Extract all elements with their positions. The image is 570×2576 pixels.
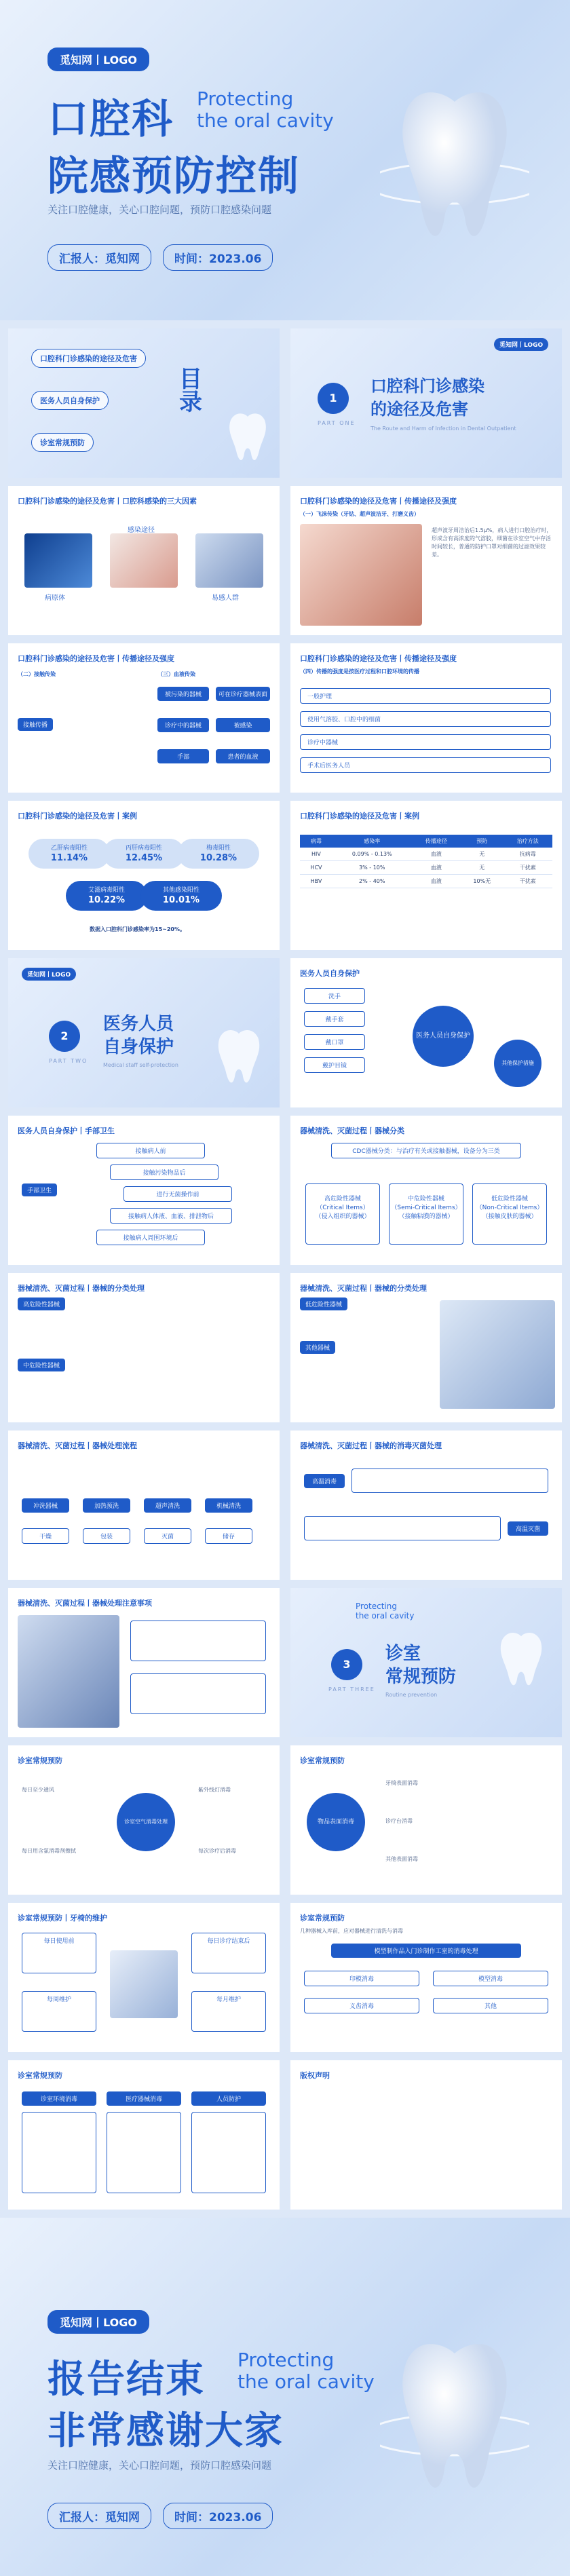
surface-center: 物品表面消毒: [307, 1793, 365, 1851]
stat-label: 乙肝病毒阳性: [50, 845, 88, 852]
slide-stats: [8, 801, 280, 950]
chair-item-2: 每日诊疗结束后: [191, 1933, 266, 1973]
part1-subtitle: The Route and Harm of Infection in Dental Outpatient: [370, 425, 516, 432]
cell: 血液: [412, 861, 461, 875]
stat-value: 12.45%: [125, 853, 163, 863]
droplet-sub: （一）飞沫传染（牙钻、超声波洁牙、打磨义齿）: [300, 511, 419, 517]
part1-title-1: 口腔科门诊感染: [370, 377, 484, 396]
ending-title-line1: 报告结束: [48, 2357, 205, 2402]
stat-label: 艾滋病毒阳性: [88, 887, 125, 894]
slide-head: 器械清洗、灭菌过程丨器械的分类处理: [300, 1284, 427, 1293]
routine-col-body-3: [191, 2112, 266, 2193]
slide-head: 医务人员自身保护丨手部卫生: [18, 1126, 115, 1135]
intensity-item-3: 诊疗中器械: [300, 734, 551, 750]
part2-title: [103, 1012, 174, 1059]
part1-label: PART ONE: [318, 420, 356, 426]
cell: HCV: [300, 861, 332, 875]
tooth-icon: [494, 1629, 548, 1690]
stat-value: 10.01%: [162, 895, 200, 905]
cell: HIV: [300, 848, 332, 861]
notes-box-2: [130, 1673, 266, 1714]
sterilize-text-1: [352, 1469, 548, 1493]
germ-photo: [24, 533, 92, 588]
class-en: （Critical Items）: [316, 1205, 369, 1211]
tooth-icon: [224, 410, 271, 464]
tooth-icon: [380, 2333, 529, 2509]
stat-4: [66, 881, 147, 911]
protect-item-2: 戴手套: [304, 1011, 365, 1027]
class-en: （Non-Critical Items）: [476, 1205, 544, 1211]
slide-head: 版权声明: [300, 2071, 330, 2080]
process-tab-2: 中危险性器械: [18, 1359, 65, 1371]
slide-notes: [8, 1588, 280, 1737]
chair-photo: [110, 1950, 178, 2018]
toc-item-3[interactable]: 诊室常规预防: [31, 433, 94, 452]
hospital-photo: [195, 533, 263, 588]
part2-label: PART TWO: [49, 1058, 88, 1064]
stat-5: [140, 881, 222, 911]
slide-head: 诊室常规预防: [18, 1756, 62, 1765]
hygiene-item-2: 接触污染物品后: [110, 1164, 218, 1180]
cover-en-line2: the oral cavity: [197, 109, 334, 132]
hygiene-item-5: 接触病人周围环境后: [96, 1230, 205, 1245]
col-header: 预防: [461, 835, 503, 848]
chair-item-3: 每周维护: [22, 1991, 96, 2032]
intensity-item-4: 手术后医务人员: [300, 757, 551, 773]
class-desc: （侵入组织的器械）: [315, 1213, 370, 1220]
slide-head: 诊室常规预防丨牙椅的维护: [18, 1914, 107, 1922]
part2-number: 2: [49, 1021, 80, 1052]
flow-step: 灭菌: [144, 1528, 191, 1544]
slide-head: 诊室常规预防: [18, 2071, 62, 2080]
class-desc: （接触粘膜的器械）: [398, 1213, 454, 1220]
slide-head: 器械清洗、灭菌过程丨器械处理注意事项: [18, 1599, 152, 1608]
contact-sub: （二）接触传染: [18, 671, 56, 677]
col-header: 传播途径: [412, 835, 461, 848]
table-row: [300, 848, 552, 861]
model-box-1: 印模消毒: [304, 1971, 419, 1986]
cell: 干扰素: [503, 861, 552, 875]
part3-slide: [290, 1588, 562, 1737]
part1-number: 1: [318, 383, 349, 414]
part1-logo: 觅知网丨LOGO: [494, 338, 548, 351]
flow-box-3: 诊疗中的器械: [157, 718, 209, 732]
slide-sterilize: [290, 1431, 562, 1580]
slide-virus-table: [290, 801, 562, 950]
cell: HBV: [300, 875, 332, 888]
stat-label: 其他感染阳性: [162, 887, 200, 894]
slide-head: 口腔科门诊感染的途径及危害丨传播途径及强度: [300, 497, 457, 506]
air-item-1: 每日至少通风: [22, 1787, 54, 1793]
slide-head: 口腔科门诊感染的途径及危害丨传播途径及强度: [18, 654, 174, 663]
chair-item-1: 每日使用前: [22, 1933, 96, 1973]
part3-number: 3: [331, 1649, 362, 1680]
slide-instrument-class: [290, 1116, 562, 1265]
slide-process-flow: [8, 1431, 280, 1580]
routine-col-3: 人员防护: [191, 2091, 266, 2106]
stat-value: 10.22%: [88, 895, 126, 905]
part2-logo: 觅知网丨LOGO: [22, 968, 76, 981]
slide-head: 诊室常规预防: [300, 1914, 345, 1922]
virus-table: [300, 835, 552, 888]
flow-box-6: 患者的血液: [216, 749, 270, 763]
model-box-4: 其他: [433, 1998, 548, 2013]
intensity-item-2: 使用气溶胶、口腔中的细菌: [300, 711, 551, 727]
cell: 无: [461, 861, 503, 875]
air-item-2: 紫外线灯消毒: [198, 1787, 231, 1793]
flow-step: 超声清洗: [144, 1498, 191, 1513]
slide-head: 口腔科门诊感染的途径及危害丨口腔科感染的三大因素: [18, 497, 197, 506]
flow-step: 包装: [83, 1528, 130, 1544]
model-sub: 几种器械入库前，应对器械进行清洗与消毒: [300, 1928, 403, 1934]
table-row: [300, 875, 552, 888]
cell: 10%无: [461, 875, 503, 888]
class-en: （Semi-Critical Items）: [391, 1205, 461, 1211]
flow-step: 干燥: [22, 1528, 69, 1544]
class-title: 中危险性器械: [407, 1196, 444, 1202]
air-item-4: 每次诊疗后消毒: [198, 1848, 236, 1854]
factor-label-2: 感染途径: [128, 527, 155, 534]
slide-head: 器械清洗、灭菌过程丨器械分类: [300, 1126, 404, 1135]
model-center: 模型制作品入门诊制作工室的消毒处理: [331, 1944, 521, 1958]
cell: 血液: [412, 875, 461, 888]
flow-step: 储存: [205, 1528, 252, 1544]
slide-head: 器械清洗、灭菌过程丨器械的分类处理: [18, 1284, 145, 1293]
protect-side: 其他保护措施: [494, 1040, 542, 1087]
slide-intensity: [290, 643, 562, 793]
cover-logo: 觅知网丨LOGO: [48, 48, 149, 71]
stat-3: [178, 839, 259, 869]
slide-surface: [290, 1745, 562, 1895]
cell: 抗病毒: [503, 848, 552, 861]
process-tab-4: 其他器械: [300, 1341, 335, 1354]
col-header: 病毒: [300, 835, 332, 848]
surface-item-3: 其他表面消毒: [385, 1856, 418, 1862]
part3-en: [356, 1602, 414, 1621]
hygiene-center: 手部卫生: [22, 1183, 57, 1196]
cell: 血液: [412, 848, 461, 861]
cover-slide: [0, 0, 570, 320]
part3-label: PART THREE: [328, 1686, 375, 1692]
protect-item-1: 洗手: [304, 988, 365, 1004]
ending-en-line1: Protecting: [238, 2349, 335, 2371]
air-center: 诊室空气消毒处理: [117, 1793, 175, 1851]
flow-box-4: 被感染: [216, 718, 270, 732]
slide-head: 口腔科门诊感染的途径及危害丨案例: [300, 812, 419, 820]
routine-col-2: 医疗器械消毒: [107, 2091, 181, 2106]
slide-infection-factors: [8, 486, 280, 635]
class-title: 高危险性器械: [324, 1196, 361, 1202]
ending-time: 时间：2023.06: [163, 2503, 273, 2529]
contact-tab: 接触传播: [18, 718, 53, 731]
slide-model: [290, 1903, 562, 2052]
protect-center: 医务人员自身保护: [413, 1006, 474, 1067]
flow-box-1: 被污染的器械: [157, 687, 209, 701]
ending-logo: 觅知网丨LOGO: [48, 2310, 149, 2334]
table-row: [300, 861, 552, 875]
slide-droplet: [290, 486, 562, 635]
instrument-photo: [440, 1300, 555, 1409]
model-box-3: 义齿消毒: [304, 1998, 419, 2013]
part3-en-1: Protecting: [356, 1602, 397, 1611]
flow-box-5: 手部: [157, 749, 209, 763]
stat-label: 梅毒阳性: [206, 845, 231, 852]
toc-title-1: 目: [179, 366, 202, 393]
cell: 无: [461, 848, 503, 861]
cell: 2% - 40%: [332, 875, 412, 888]
ending-en-line2: the oral cavity: [238, 2370, 375, 2393]
sterilize-text-2: [304, 1516, 501, 1540]
stat-value: 11.14%: [50, 853, 88, 863]
slide-head: 器械清洗、灭菌过程丨器械的消毒灭菌处理: [300, 1441, 442, 1450]
cover-en-title: [197, 88, 334, 132]
cover-title-line1: 口腔科: [48, 96, 174, 143]
stat-label: 丙肝病毒阳性: [125, 845, 162, 852]
col-header: 感染率: [332, 835, 412, 848]
part3-title: [385, 1642, 456, 1688]
ending-en-title: [238, 2349, 375, 2393]
part1-slide: [290, 328, 562, 478]
class-card-2: [389, 1183, 463, 1245]
toc-title-2: 录: [179, 389, 202, 416]
class-card-1: [305, 1183, 380, 1245]
sterilize-btn-2: 高温灭菌: [508, 1521, 548, 1536]
slide-self-protect: [290, 958, 562, 1107]
cell: 干扰素: [503, 875, 552, 888]
notes-box-1: [130, 1621, 266, 1661]
part1-title: [370, 375, 484, 421]
col-header: 治疗方法: [503, 835, 552, 848]
slide-head: 口腔科门诊感染的途径及危害丨传播途径及强度: [300, 654, 457, 663]
flow-step: 冲洗器械: [22, 1498, 69, 1513]
class-title: 低危险性器械: [491, 1196, 528, 1202]
factor-label-1: 病原体: [45, 594, 65, 602]
slide-hand-hygiene: [8, 1116, 280, 1265]
slide-class-process-2: [290, 1273, 562, 1422]
slide-air: [8, 1745, 280, 1895]
part1-title-2: 的途径及危害: [370, 400, 468, 419]
droplet-body: 超声波牙周洁治后1.5μ%，病人进行口腔治疗时，形成含有高浓度的气溶胶，细菌在诊室空气中存活时间较长，普通的防护口罩对细菌的过滤效果较差。: [432, 527, 552, 558]
part2-slide: [8, 958, 280, 1107]
part2-subtitle: Medical staff self-protection: [103, 1062, 178, 1068]
stats-note: 数据入口腔科门诊感染率为15~20%。: [90, 926, 185, 932]
hygiene-item-3: 进行无菌操作前: [124, 1186, 232, 1202]
routine-col-body-2: [107, 2112, 181, 2193]
toc-slide: [8, 328, 280, 478]
toc-item-2[interactable]: 医务人员自身保护: [31, 391, 109, 410]
part3-title-1: 诊室: [385, 1644, 421, 1664]
class-sub: CDC器械分类：与治疗有关或接触器械，设备分为三类: [331, 1143, 521, 1158]
slide-routine-cols: [8, 2060, 280, 2210]
cover-subtitle: 关注口腔健康，关心口腔问题，预防口腔感染问题: [48, 204, 272, 216]
cover-reporter: 汇报人：觅知网: [48, 244, 151, 271]
process-tab-1: 高危险性器械: [18, 1298, 65, 1310]
slide-head: 器械清洗、灭菌过程丨器械处理流程: [18, 1441, 137, 1450]
class-desc: （接触皮肤的器械）: [482, 1213, 537, 1220]
cell: 3% - 10%: [332, 861, 412, 875]
part3-subtitle: Routine prevention: [385, 1692, 438, 1698]
intensity-item-1: 一般护理: [300, 688, 551, 704]
stat-1: [28, 839, 110, 869]
tooth-icon: [380, 81, 529, 258]
slide-class-process-1: [8, 1273, 280, 1422]
intensity-sub: （四）传播的强度是按医疗过程和口腔环境的传播: [300, 668, 419, 675]
slide-head: 口腔科门诊感染的途径及危害丨案例: [18, 812, 137, 820]
surface-item-1: 牙椅表面消毒: [385, 1780, 418, 1786]
slide-contact: [8, 643, 280, 793]
slide-chair: [8, 1903, 280, 2052]
stat-value: 10.28%: [200, 853, 238, 863]
process-tab-3: 低危险性器械: [300, 1298, 347, 1310]
ending-subtitle: 关注口腔健康，关心口腔问题，预防口腔感染问题: [48, 2459, 272, 2471]
slide-copyright: [290, 2060, 562, 2210]
toc-item-1[interactable]: 口腔科门诊感染的途径及危害: [31, 349, 146, 368]
hygiene-item-1: 接触病人前: [96, 1143, 205, 1158]
stat-2: [103, 839, 185, 869]
surface-item-2: 诊疗台消毒: [385, 1818, 413, 1824]
routine-col-1: 诊室环境消毒: [22, 2091, 96, 2106]
routine-col-body-1: [22, 2112, 96, 2193]
toc-title: [179, 368, 202, 414]
flow-step: 机械清洗: [205, 1498, 252, 1513]
part3-title-2: 常规预防: [385, 1667, 457, 1687]
doctors-photo: [18, 1615, 119, 1728]
cover-en-line1: Protecting: [197, 88, 294, 110]
protect-item-4: 戴护目镜: [304, 1057, 365, 1073]
air-item-3: 每日用含氯消毒剂擦拭: [22, 1848, 76, 1854]
part3-en-2: the oral cavity: [356, 1611, 415, 1621]
ending-slide: [0, 2218, 570, 2576]
part2-title-2: 自身保护: [103, 1037, 174, 1057]
sterilize-btn-1: 高温消毒: [304, 1474, 345, 1488]
chair-item-4: 每月维护: [191, 1991, 266, 2032]
cell: 0.09% - 0.13%: [332, 848, 412, 861]
model-box-2: 模型消毒: [433, 1971, 548, 1986]
cover-time: 时间：2023.06: [163, 244, 273, 271]
factor-label-3: 易感人群: [212, 594, 239, 602]
hygiene-item-4: 接触病人体液、血液、排泄物后: [110, 1208, 232, 1224]
protect-item-3: 戴口罩: [304, 1034, 365, 1050]
flow-box-2: 可在诊疗器械表面: [216, 687, 270, 701]
lung-photo: [110, 533, 178, 588]
slide-head: 医务人员自身保护: [300, 969, 360, 978]
cover-title-line2: 院感预防控制: [48, 153, 300, 200]
class-card-3: [472, 1183, 547, 1245]
flow-step: 加热预洗: [83, 1498, 130, 1513]
blood-sub: （三）血液传染: [157, 671, 195, 677]
ending-title-line2: 非常感谢大家: [48, 2409, 284, 2453]
slide-head: 诊室常规预防: [300, 1756, 345, 1765]
part2-title-1: 医务人员: [103, 1014, 174, 1034]
ending-reporter: 汇报人：觅知网: [48, 2503, 151, 2529]
tooth-icon: [212, 1026, 266, 1087]
smile-photo: [300, 524, 422, 626]
